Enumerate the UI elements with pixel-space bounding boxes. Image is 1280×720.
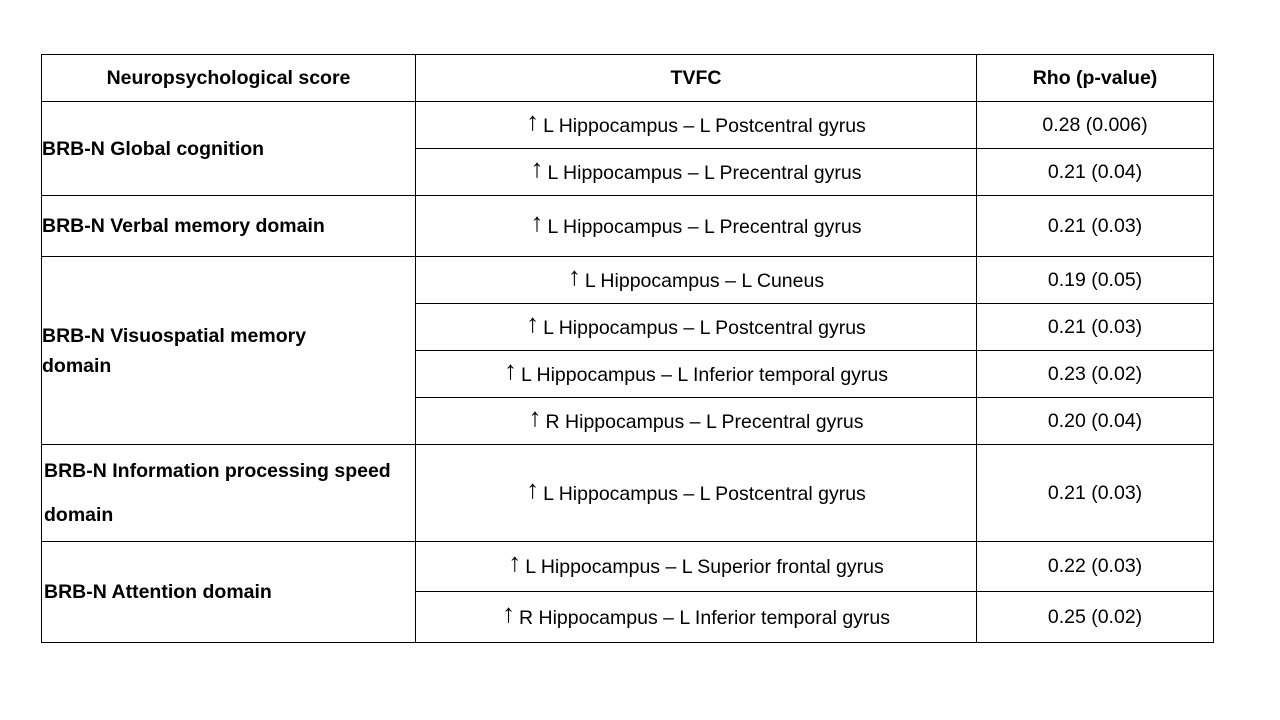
tvfc-cell: ↑ R Hippocampus – L Inferior temporal gyrus: [416, 592, 977, 643]
rho-cell: 0.21 (0.03): [977, 304, 1214, 351]
tvfc-cell: ↑ L Hippocampus – L Inferior temporal gyrus: [416, 351, 977, 398]
arrow-up-icon: ↑: [508, 547, 522, 577]
rho-cell: 0.22 (0.03): [977, 542, 1214, 592]
header-score: Neuropsychological score: [42, 55, 416, 102]
score-processing-speed: BRB-N Information processing speed domain: [42, 445, 416, 542]
header-rho: Rho (p-value): [977, 55, 1214, 102]
score-verbal-memory: BRB-N Verbal memory domain: [42, 196, 416, 257]
tvfc-cell: ↑ L Hippocampus – L Cuneus: [416, 257, 977, 304]
tvfc-cell: ↑ L Hippocampus – L Postcentral gyrus: [416, 445, 977, 542]
header-row: [42, 55, 1214, 102]
rho-cell: 0.28 (0.006): [977, 102, 1214, 149]
rho-cell: 0.21 (0.03): [977, 445, 1214, 542]
tvfc-cell: ↑ L Hippocampus – L Postcentral gyrus: [416, 102, 977, 149]
score-attention: BRB-N Attention domain: [42, 542, 416, 643]
rho-cell: 0.20 (0.04): [977, 398, 1214, 445]
tvfc-cell: ↑ L Hippocampus – L Precentral gyrus: [416, 196, 977, 257]
rho-cell: 0.21 (0.03): [977, 196, 1214, 257]
table-row: [42, 257, 1214, 304]
results-table: [41, 54, 1214, 643]
arrow-up-icon: ↑: [528, 401, 542, 432]
arrow-up-icon: ↑: [503, 354, 517, 385]
table-row: [42, 102, 1214, 149]
header-tvfc: TVFC: [416, 55, 977, 102]
tvfc-cell: ↑ R Hippocampus – L Precentral gyrus: [416, 398, 977, 445]
arrow-up-icon: ↑: [526, 307, 540, 338]
arrow-up-icon: ↑: [567, 260, 581, 291]
table-row: [42, 196, 1214, 257]
rho-cell: 0.19 (0.05): [977, 257, 1214, 304]
rho-cell: 0.21 (0.04): [977, 149, 1214, 196]
arrow-up-icon: ↑: [530, 206, 544, 237]
arrow-up-icon: ↑: [526, 473, 540, 504]
arrow-up-icon: ↑: [526, 105, 540, 136]
tvfc-cell: ↑ L Hippocampus – L Precentral gyrus: [416, 149, 977, 196]
rho-cell: 0.25 (0.02): [977, 592, 1214, 643]
table-row: [42, 542, 1214, 592]
score-visuospatial-memory: BRB-N Visuospatial memory domain: [42, 257, 416, 445]
arrow-up-icon: ↑: [501, 597, 515, 628]
rho-cell: 0.23 (0.02): [977, 351, 1214, 398]
tvfc-cell: ↑ L Hippocampus – L Postcentral gyrus: [416, 304, 977, 351]
table-row: [42, 445, 1214, 542]
tvfc-cell: ↑ L Hippocampus – L Superior frontal gyrus: [416, 542, 977, 592]
score-global-cognition: BRB-N Global cognition: [42, 102, 416, 196]
arrow-up-icon: ↑: [530, 152, 544, 183]
